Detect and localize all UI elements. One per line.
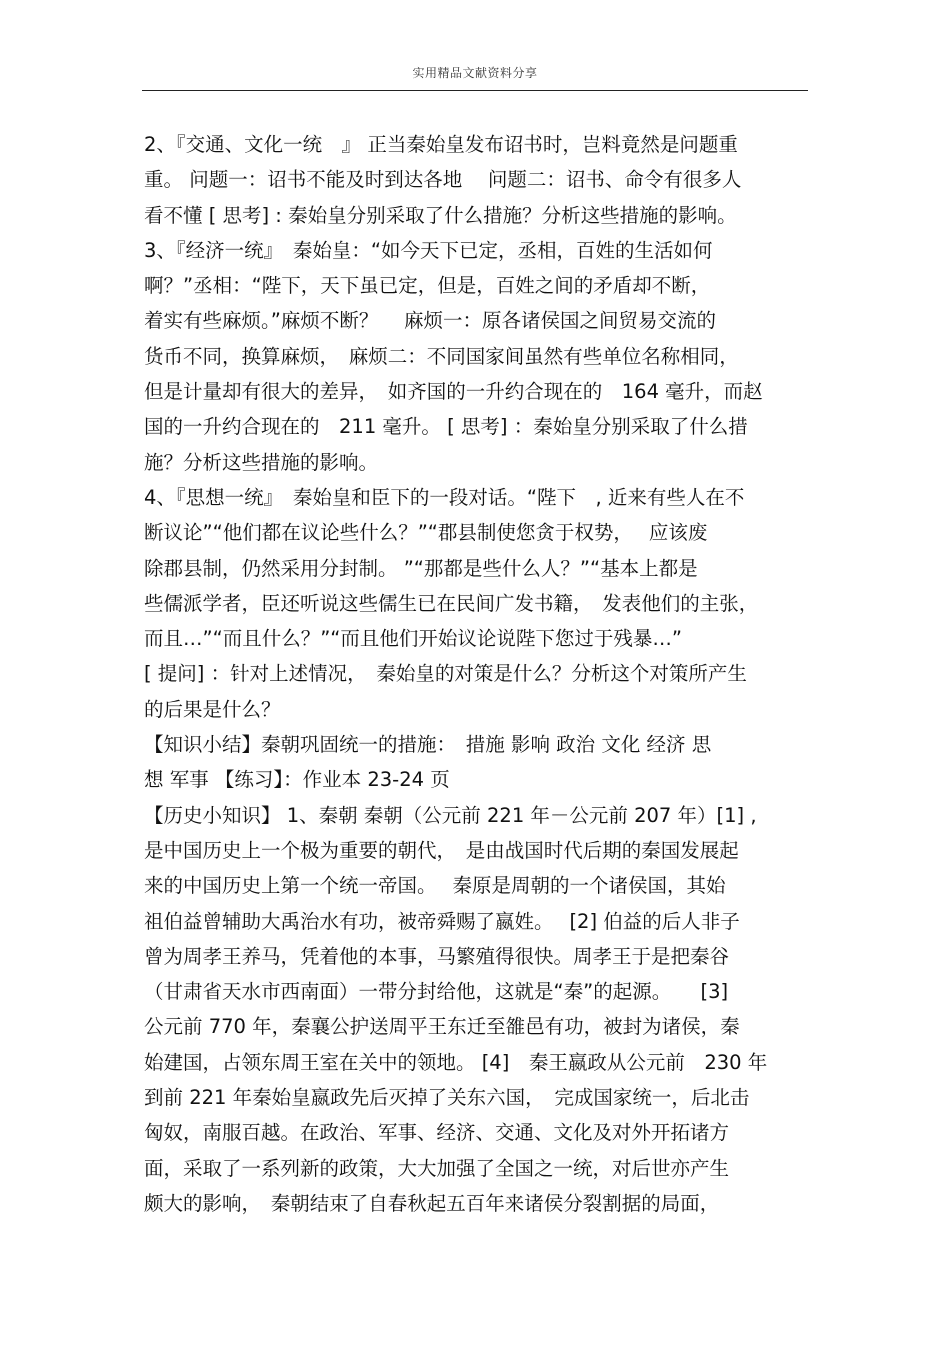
text-line: 些儒派学者，臣还听说这些儒生已在民间广发书籍， 发表他们的主张， <box>144 591 759 615</box>
text-line: 啊？”丞相：“陛下，天下虽已定，但是，百姓之间的矛盾却不断， <box>144 274 711 298</box>
text-line: 除郡县制，仍然采用分封制。 ”“那都是些什么人？”“基本上都是 <box>144 556 698 580</box>
text-line: 祖伯益曾辅助大禹治水有功，被帝舜赐了嬴姓。 [2] 伯益的后人非子 <box>144 909 740 933</box>
text-line: 【历史小知识】 1、秦朝 秦朝（公元前 221 年－公元前 207 年）[1] , <box>144 803 757 827</box>
text-line: 3、『经济一统』 秦始皇：“如今天下已定，丞相，百姓的生活如何 <box>144 238 713 262</box>
text-line: 【知识小结】秦朝巩固统一的措施： 措施 影响 政治 文化 经济 思 <box>144 733 712 757</box>
text-line: 的后果是什么？ <box>144 697 281 721</box>
text-line: 着实有些麻烦。”麻烦不断？ 麻烦一：原各诸侯国之间贸易交流的 <box>144 309 717 333</box>
text-line: 国的一升约合现在的 211 毫升。 [ 思考] ：秦始皇分别采取了什么措 <box>144 415 748 439</box>
text-line: 是中国历史上一个极为重要的朝代， 是由战国时代后期的秦国发展起 <box>144 838 739 862</box>
document-body <box>144 127 814 1221</box>
text-line: 公元前 770 年，秦襄公护送周平王东迁至雒邑有功，被封为诸侯，秦 <box>144 1015 740 1039</box>
text-line: 2、『交通、文化一统 』 正当秦始皇发布诏书时，岂料竟然是问题重 <box>144 133 738 156</box>
text-line: 看不懂 [ 思考] : 秦始皇分别采取了什么措施？分析这些措施的影响。 <box>144 203 737 227</box>
text-line: 来的中国历史上第一个统一帝国。 秦原是周朝的一个诸侯国，其始 <box>144 874 726 898</box>
text-line: [ 提问] ：针对上述情况， 秦始皇的对策是什么？分析这个对策所产生 <box>144 662 747 686</box>
text-line: 匈奴，南服百越。在政治、军事、经济、交通、文化及对外开拓诸方 <box>144 1121 730 1145</box>
text-line: 但是计量却有很大的差异， 如齐国的一升约合现在的 164 毫升，而赵 <box>144 380 763 404</box>
text-line: 想 军事 【练习】：作业本 23-24 页 <box>144 768 450 792</box>
header-divider <box>142 90 808 91</box>
text-line: 始建国，占领东周王室在关中的领地。 [4] 秦王嬴政从公元前 230 年 <box>144 1050 768 1074</box>
text-line: 曾为周孝王养马，凭着他的本事，马繁殖得很快。周孝王于是把秦谷 <box>144 944 730 968</box>
text-line: 到前 221 年秦始皇嬴政先后灭掉了关东六国， 完成国家统一，后北击 <box>144 1086 750 1110</box>
text-line: 面，采取了一系列新的政策，大大加强了全国之一统，对后世亦产生 <box>144 1156 730 1180</box>
text-line: 重。 问题一：诏书不能及时到达各地 问题二：诏书、命令有很多人 <box>144 168 742 192</box>
page-header-title: 实用精品文献资料分享 <box>412 66 538 80</box>
text-line: 而且…”“而且什么？”“而且他们开始议论说陛下您过于残暴…” <box>144 627 683 651</box>
text-line: （甘肃省天水市西南面）一带分封给他，这就是“秦”的起源。 [3] <box>144 980 729 1004</box>
text-line: 颇大的影响， 秦朝结束了自春秋起五百年来诸侯分裂割据的局面， <box>144 1191 720 1215</box>
text-line: 货币不同，换算麻烦， 麻烦二：不同国家间虽然有些单位名称相同， <box>144 344 739 368</box>
text-line: 4、『思想一统』 秦始皇和臣下的一段对话。“陛下 , 近来有些人在不 <box>144 485 745 509</box>
text-line: 施？分析这些措施的影响。 <box>144 450 379 474</box>
text-line: 断议论”“他们都在议论些什么？”“郡县制使您贪于权势， 应该废 <box>144 521 708 545</box>
